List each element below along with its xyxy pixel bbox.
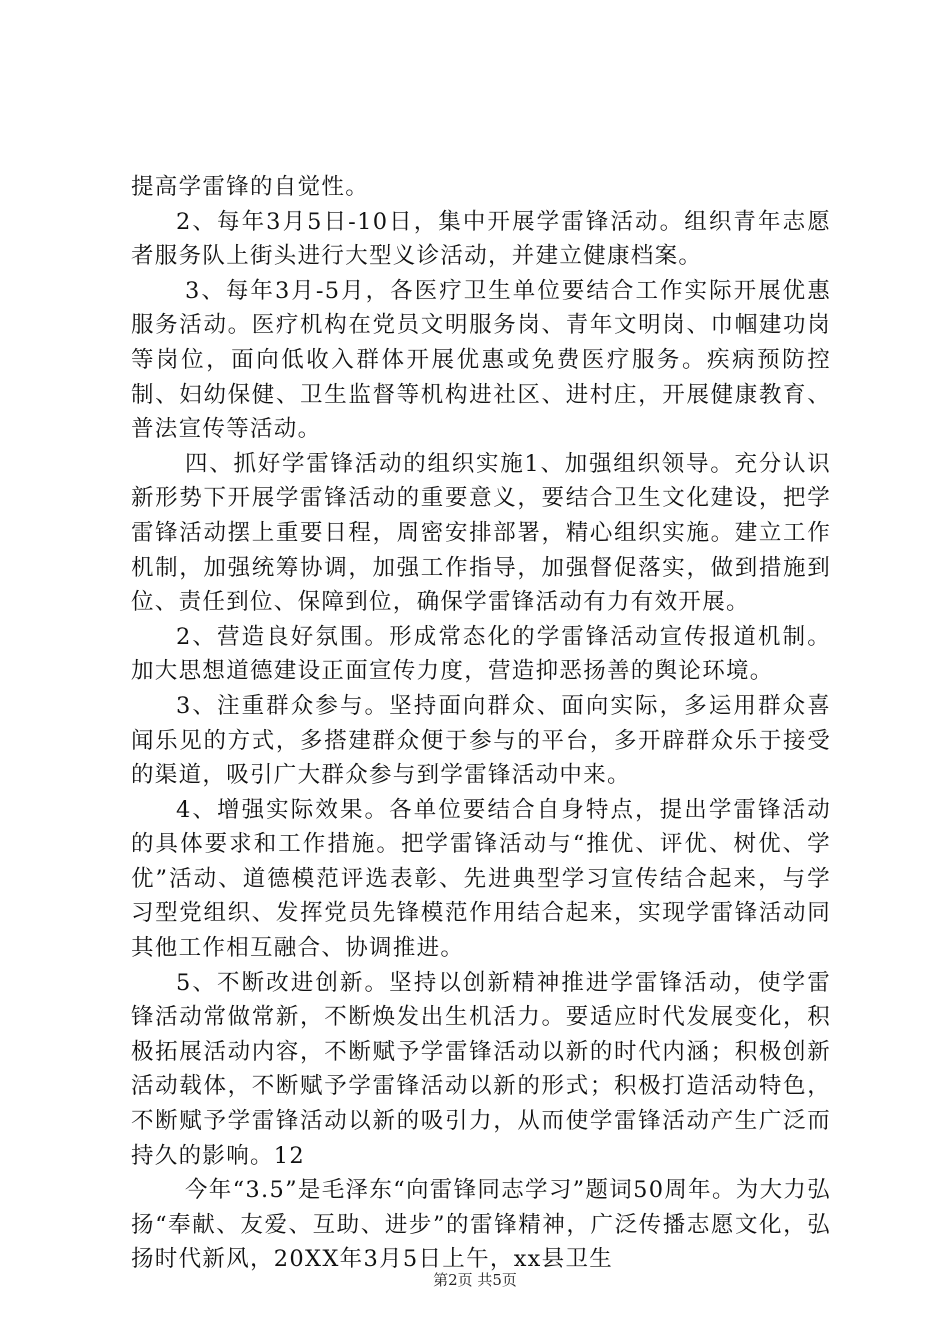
document-body [131,170,831,1277]
paragraph-anniversary: 今年“3.5”是毛泽东“向雷锋同志学习”题词50周年。为大力弘扬“奉献、友爱、互助、进步”的雷锋精神，广泛传播志愿文化，弘扬时代新风，20XX年3月5日上午，xx县卫生 [131,1177,831,1273]
paragraph-continuation: 提高学雷锋的自觉性。 [131,174,370,200]
paragraph-innovation: 5、不断改进创新。坚持以创新精神推进学雷锋活动，使学雷锋活动常做常新，不断焕发出生机活力。要适应时代发展变化，积极拓展活动内容，不断赋予学雷锋活动以新的时代内涵；积极创新活动载体，不断赋予学雷锋活动以新的形式；积极打造活动特色，不断赋予学雷锋活动以新的吸引力，从而使学雷锋活动产生广泛而持久的影响。12 [131,969,831,1169]
paragraph-item-3-march-may: 3、每年3月-5月，各医疗卫生单位要结合工作实际开展优惠服务活动。医疗机构在党员文明服务岗、青年文明岗、巾帼建功岗等岗位，面向低收入群体开展优惠或免费医疗服务。疾病预防控制、妇幼保健、卫生监督等机构进社区、进村庄，开展健康教育、普法宣传等活动。 [131,277,831,443]
paragraph-item-2-march-5-10: 2、每年3月5日-10日，集中开展学雷锋活动。组织青年志愿者服务队上街头进行大型义诊活动，并建立健康档案。 [131,208,831,270]
paragraph-public-participation: 3、注重群众参与。坚持面向群众、面向实际，多运用群众喜闻乐见的方式，多搭建群众便于参与的平台，多开辟群众乐于接受的渠道，吸引广大群众参与到学雷锋活动中来。 [131,692,831,789]
paragraph-section-4-organization: 四、抓好学雷锋活动的组织实施1、加强组织领导。充分认识新形势下开展学雷锋活动的重要意义，要结合卫生文化建设，把学雷锋活动摆上重要日程，周密安排部署，精心组织实施。建立工作机制，加强统筹协调，加强工作指导，加强督促落实，做到措施到位、责任到位、保障到位，确保学雷锋活动有力有效开展。 [131,450,831,616]
paragraph-practical-effect: 4、增强实际效果。各单位要结合自身特点，提出学雷锋活动的具体要求和工作措施。把学雷锋活动与“推优、评优、树优、学优”活动、道德模范评选表彰、先进典型学习宣传结合起来，与学习型党组织、发挥党员先锋模范作用结合起来，实现学雷锋活动同其他工作相互融合、协调推进。 [131,796,831,962]
paragraph-atmosphere: 2、营造良好氛围。形成常态化的学雷锋活动宣传报道机制。加大思想道德建设正面宣传力度，营造抑恶扬善的舆论环境。 [131,623,831,685]
page-number-footer: 第2页 共5页 [433,1271,517,1289]
